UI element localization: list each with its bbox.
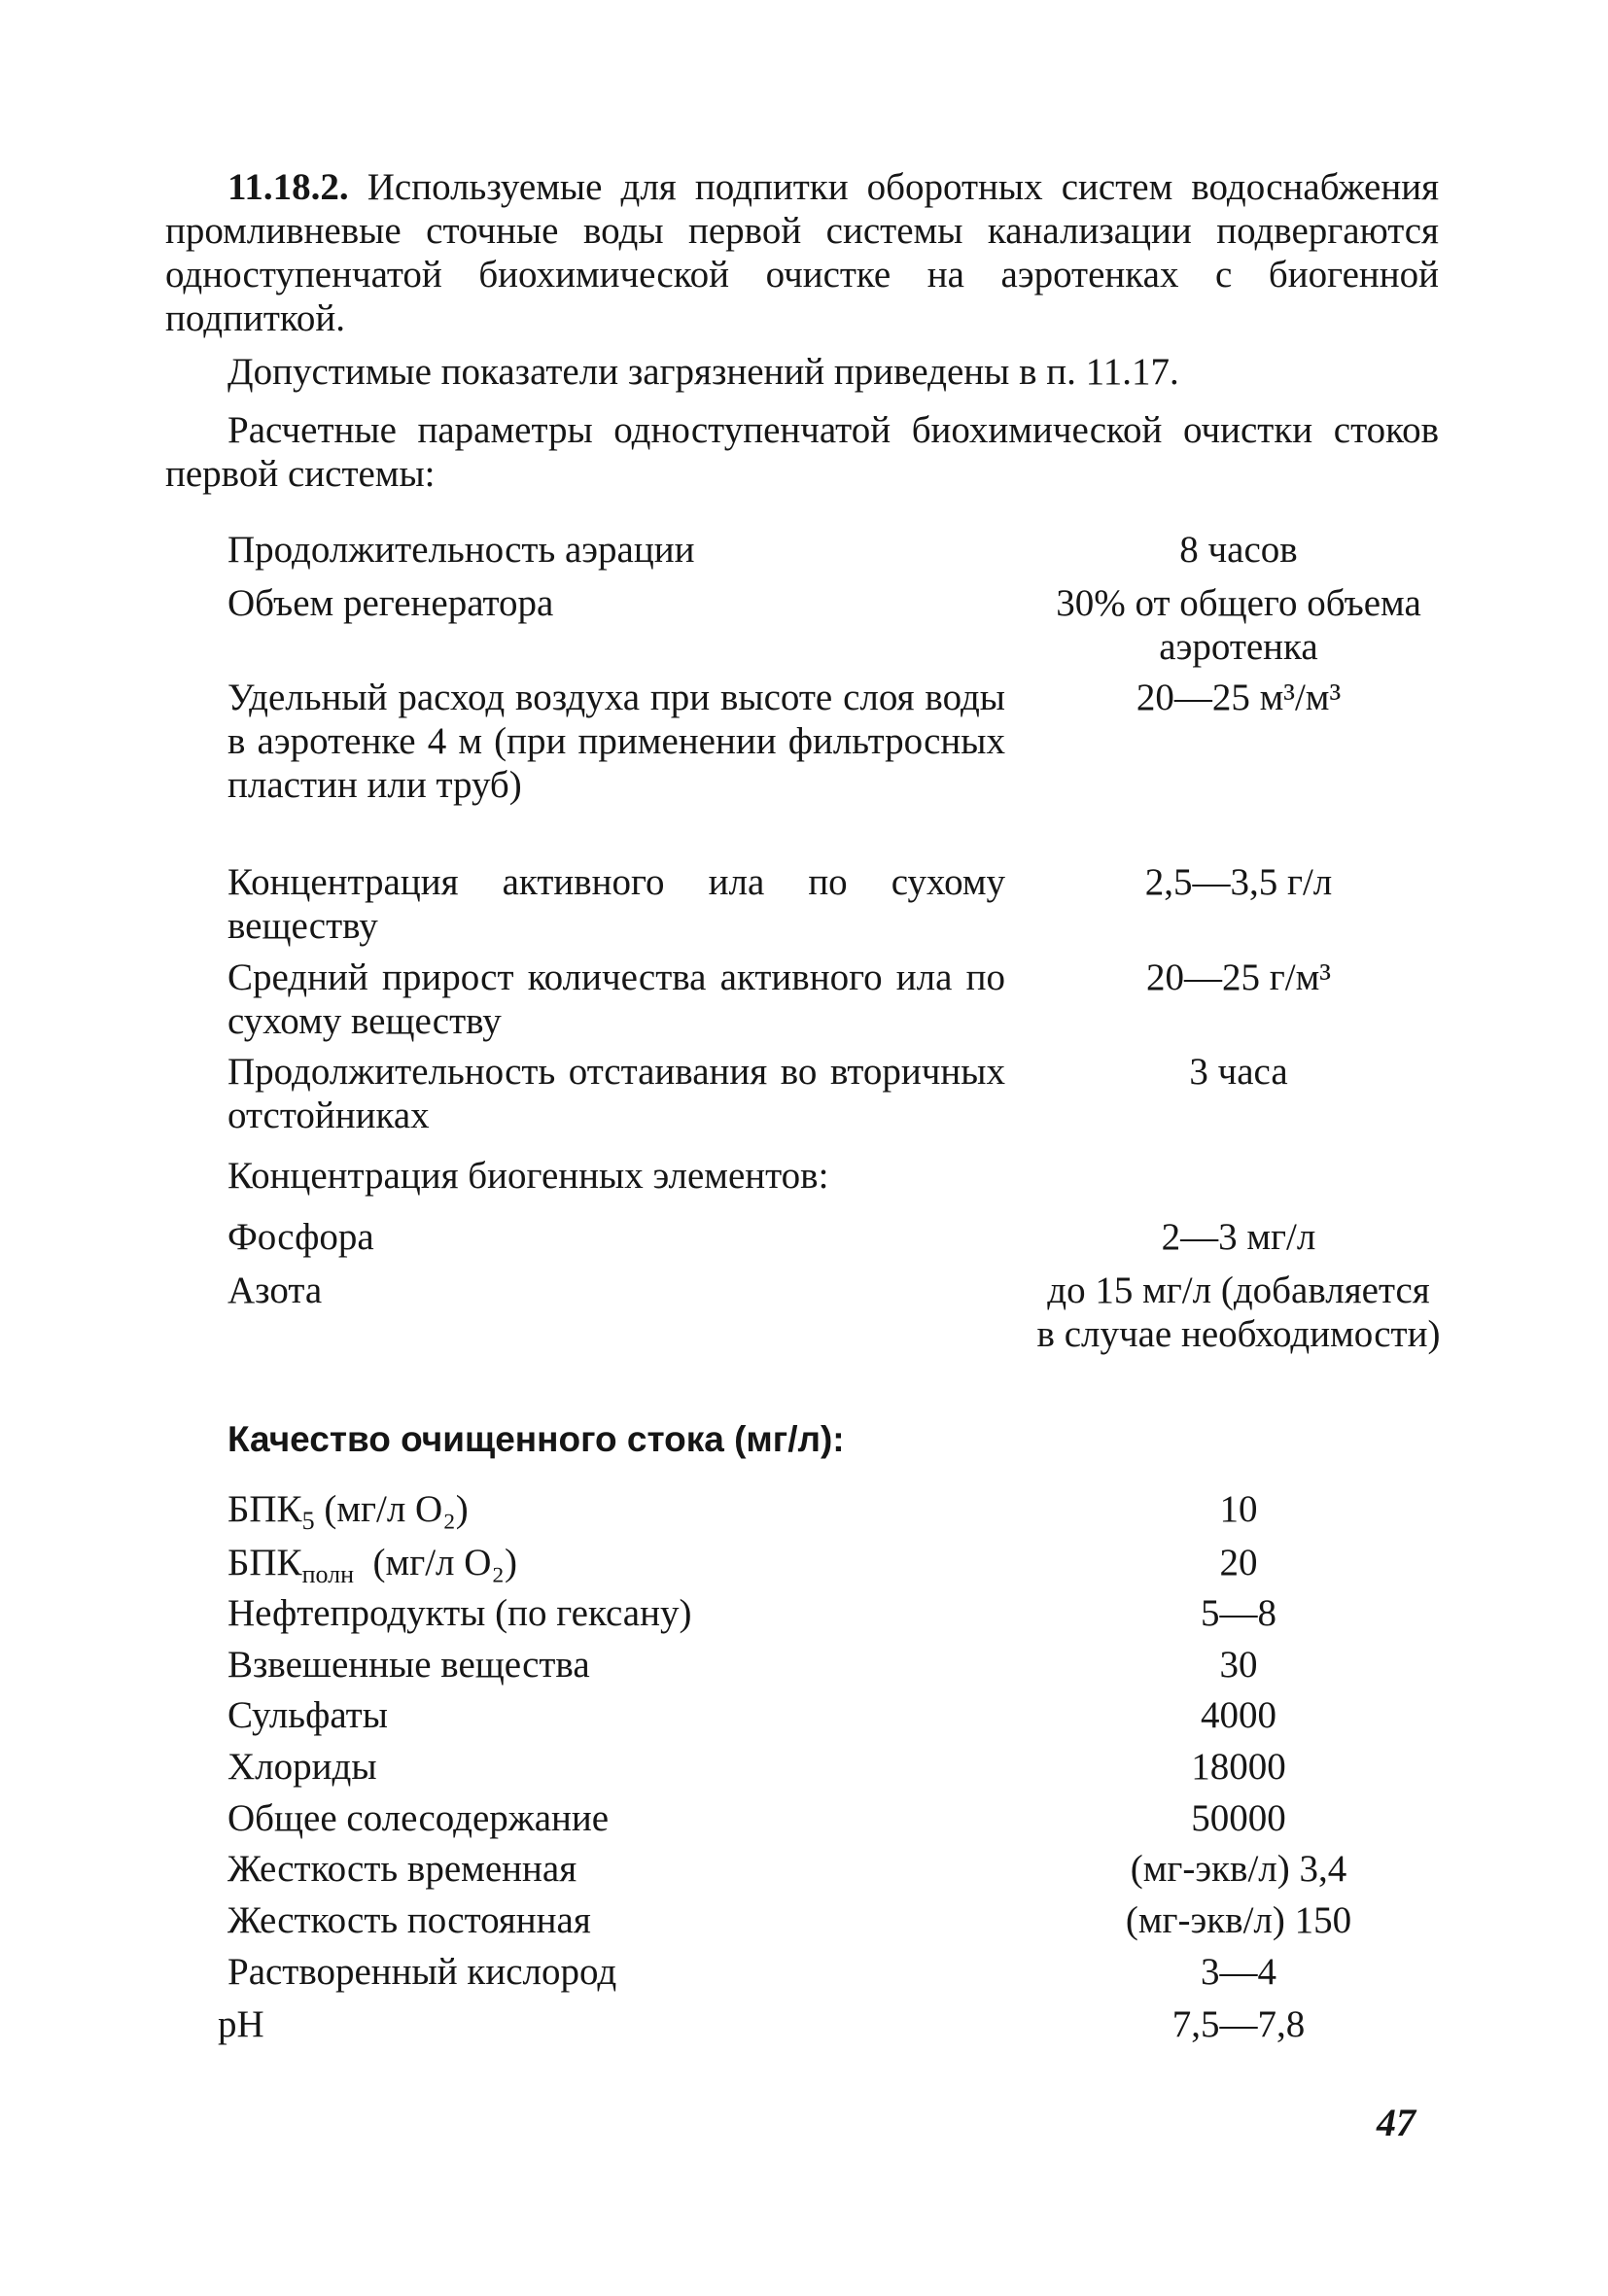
quality-value: 5—8 (1201, 1592, 1276, 1634)
quality-label: pH (218, 2003, 264, 2045)
parameter-label: Удельный расход воздуха при высоте слоя воды в аэротенке 4 м (при применении фильтросных пластин или труб) (227, 677, 1005, 806)
quality-label: Общее солесодержание (227, 1797, 610, 1839)
paragraph-11-18-2-text: Используемые для подпитки оборотных систем водоснабжения промливневые сточные воды первой системы канализации подвергаются одноступенчатой биохимической очистке на аэротенках с биогенной подпиткой. (165, 166, 1440, 339)
nutrient-label: Азота (227, 1270, 323, 1311)
parameter-label: Продолжительность аэрации (227, 529, 695, 571)
limits-reference-paragraph: Допустимые показатели загрязнений приведены в п. 11.17. (227, 351, 1179, 393)
paragraph-11-18-2 (165, 165, 1439, 340)
quality-label-subscript: полн (301, 1560, 355, 1588)
quality-value: 7,5—7,8 (1171, 2003, 1306, 2045)
quality-label: Хлориды (227, 1746, 377, 1788)
parameter-label: Концентрация активного ила по сухому веществу (227, 861, 1005, 947)
nutrient-value: до 15 мг/л (добавляется в случае необходимости) (1036, 1270, 1441, 1355)
quality-value: 10 (1219, 1488, 1258, 1530)
quality-label: Сульфаты (227, 1694, 388, 1736)
page-number: 47 (1377, 2101, 1416, 2144)
section-number: 11.18.2. (227, 166, 349, 208)
quality-value: (мг-экв/л) 150 (1125, 1899, 1352, 1941)
parameter-value: 8 часов (1179, 529, 1298, 571)
parameter-value: 3 часа (1189, 1051, 1288, 1093)
quality-label-main: БПК (227, 1488, 302, 1530)
parameter-label: Объем регенератора (227, 582, 554, 624)
quality-value: 3—4 (1201, 1951, 1276, 1993)
quality-label-unit: (мг/л O₂) (314, 1488, 469, 1530)
quality-label-main: БПК (227, 1542, 302, 1583)
quality-label: Растворенный кислород (227, 1951, 617, 1993)
parameter-value: 20—25 г/м³ (1146, 957, 1331, 998)
parameter-value: 30% от общего объема аэротенка (1056, 582, 1421, 668)
quality-label-subscript: 5 (301, 1507, 315, 1535)
quality-label: Жесткость временная (227, 1848, 577, 1890)
quality-value: 4000 (1201, 1694, 1276, 1736)
nutrients-heading: Концентрация биогенных элементов: (227, 1155, 829, 1197)
nutrient-label: Фосфора (227, 1216, 374, 1258)
quality-label (227, 1487, 1005, 1543)
quality-label: Взвешенные вещества (227, 1644, 590, 1686)
quality-value: 50000 (1191, 1797, 1286, 1839)
parameter-label: Средний прирост количества активного ила по сухому веществу (227, 957, 1005, 1042)
quality-value: 18000 (1191, 1746, 1286, 1788)
quality-label-unit: (мг/л O₂) (354, 1542, 518, 1583)
quality-label: Нефтепродукты (по гексану) (227, 1592, 692, 1634)
quality-value: 20 (1219, 1542, 1258, 1583)
parameter-label: Продолжительность отстаивания во вторичных отстойниках (227, 1051, 1005, 1136)
quality-heading: Качество очищенного стока (мг/л): (227, 1419, 845, 1459)
parameter-value: 2,5—3,5 г/л (1144, 861, 1333, 903)
quality-label (227, 1541, 1005, 1596)
parameter-value: 20—25 м³/м³ (1136, 677, 1342, 718)
quality-value: (мг-экв/л) 3,4 (1130, 1848, 1347, 1890)
quality-label: Жесткость постоянная (227, 1899, 591, 1941)
design-parameters-intro: Расчетные параметры одноступенчатой биохимической очистки стоков первой системы: (165, 409, 1439, 495)
quality-value: 30 (1219, 1644, 1258, 1686)
nutrient-value: 2—3 мг/л (1161, 1216, 1316, 1258)
